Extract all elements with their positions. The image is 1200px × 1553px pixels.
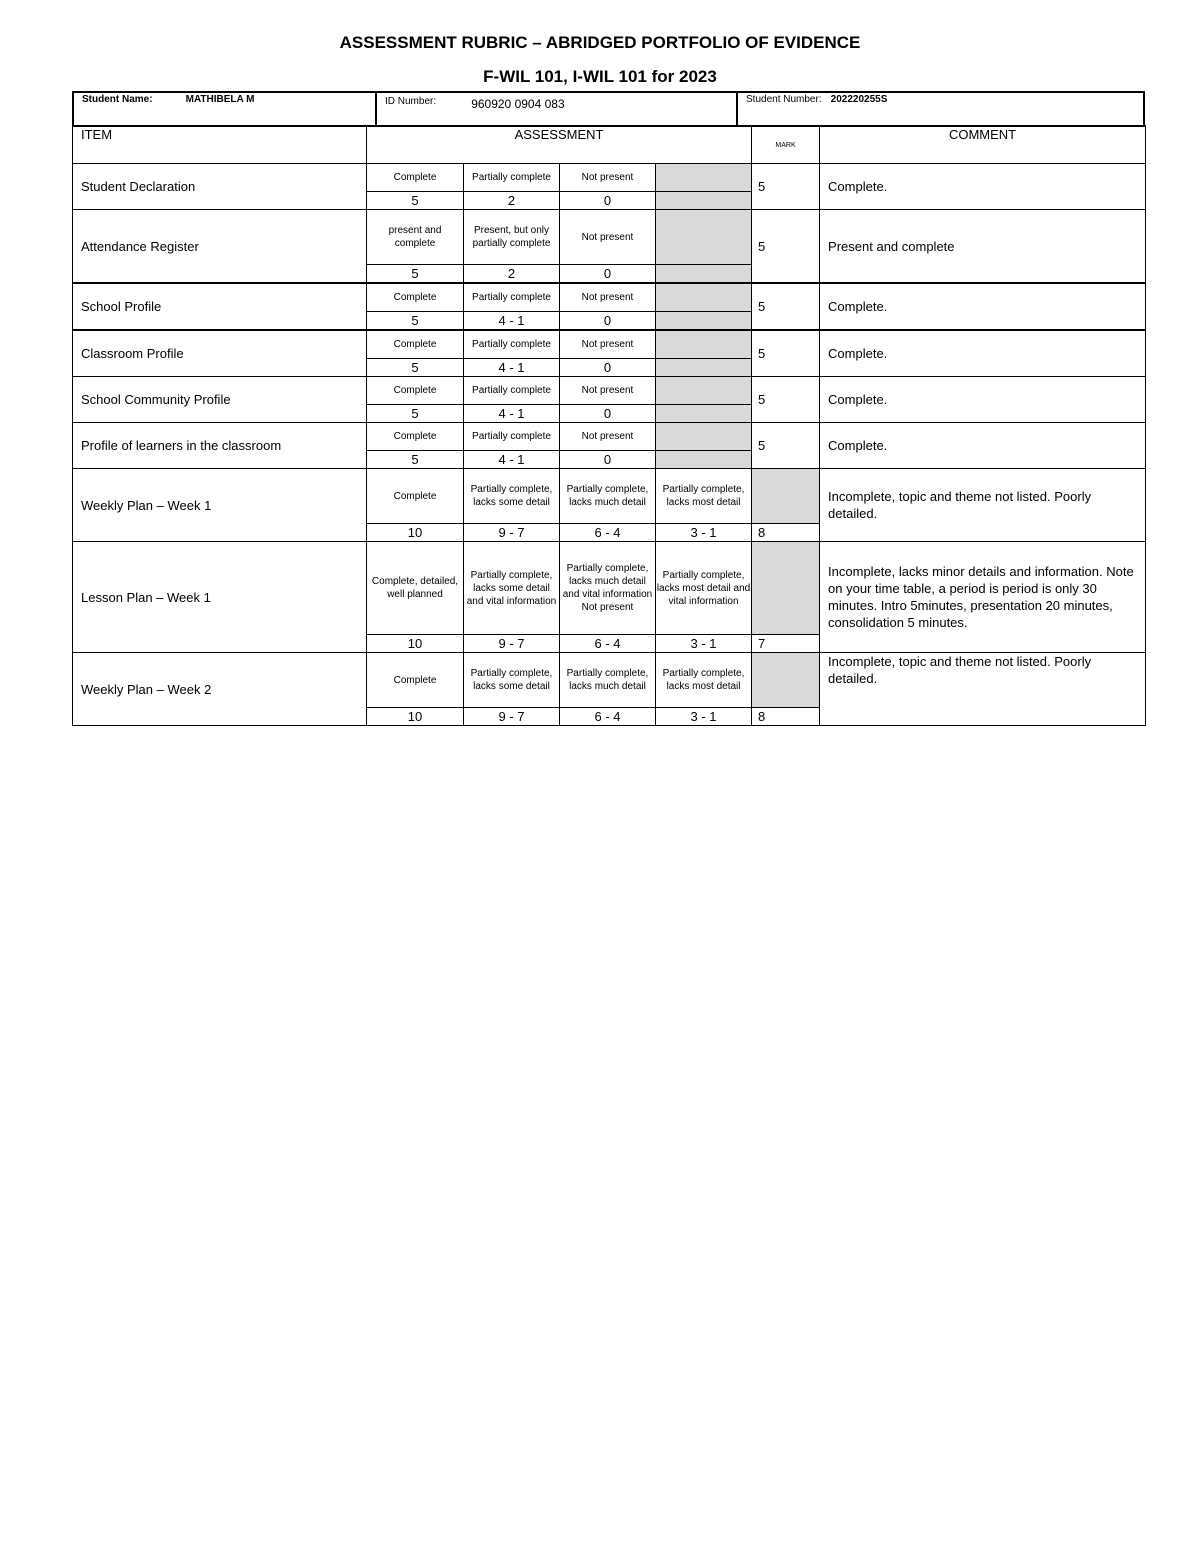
score-cell: 4 - 1	[464, 451, 560, 469]
criterion-cell: Partially complete	[464, 330, 560, 359]
id-number-value: 960920 0904 083	[471, 97, 565, 111]
criterion-cell: Not present	[560, 283, 656, 312]
id-number-cell	[376, 92, 737, 126]
score-cell: 0	[560, 312, 656, 331]
score-cell: 10	[367, 635, 464, 653]
rubric-row	[73, 469, 1146, 524]
criterion-cell: Complete	[367, 653, 464, 708]
score-cell: 3 - 1	[656, 524, 752, 542]
rubric-item: Profile of learners in the classroom	[73, 423, 367, 469]
criterion-cell: Partially complete, lacks some detail and vital information	[464, 542, 560, 635]
comment-cell: Complete.	[820, 423, 1146, 469]
score-cell: 10	[367, 524, 464, 542]
rubric-row	[73, 542, 1146, 635]
criterion-cell: Complete	[367, 283, 464, 312]
comment-cell: Incomplete, lacks minor details and information. Note on your time table, a period is period is only 30 minutes. Intro 5minutes, presentation 20 minutes, consolidation 5 minutes.	[820, 542, 1146, 653]
criterion-cell	[656, 283, 752, 312]
score-cell: 5	[367, 359, 464, 377]
score-cell	[656, 405, 752, 423]
score-cell: 6 - 4	[560, 635, 656, 653]
rubric-item: School Profile	[73, 283, 367, 330]
criterion-cell	[656, 377, 752, 405]
criterion-cell: present and complete	[367, 210, 464, 265]
mark-cell: 5	[752, 164, 820, 210]
score-cell	[656, 312, 752, 331]
criterion-cell: Complete	[367, 423, 464, 451]
comment-cell: Incomplete, topic and theme not listed. Poorly detailed.	[820, 653, 1146, 726]
score-cell: 5	[367, 405, 464, 423]
score-cell: 0	[560, 405, 656, 423]
score-cell	[656, 265, 752, 284]
criterion-cell	[656, 210, 752, 265]
criterion-cell: Partially complete	[464, 164, 560, 192]
score-cell: 9 - 7	[464, 708, 560, 726]
criterion-cell: Partially complete, lacks some detail	[464, 469, 560, 524]
score-cell: 4 - 1	[464, 312, 560, 331]
criterion-cell: Partially complete, lacks most detail and vital information	[656, 542, 752, 635]
score-cell: 5	[367, 192, 464, 210]
mark-cell	[752, 653, 820, 708]
rubric-row	[73, 330, 1146, 359]
mark-cell	[752, 469, 820, 524]
student-number-label: Student Number:	[746, 94, 822, 105]
score-cell: 5	[367, 312, 464, 331]
mark-cell: 5	[752, 330, 820, 377]
criterion-cell: Partially complete, lacks much detail	[560, 653, 656, 708]
id-number-label: ID Number:	[385, 96, 437, 107]
criterion-cell: Complete	[367, 330, 464, 359]
mark-cell: 5	[752, 210, 820, 284]
score-cell: 2	[464, 265, 560, 284]
criterion-cell: Present, but only partially complete	[464, 210, 560, 265]
comment-cell: Complete.	[820, 283, 1146, 330]
mark-cell: 5	[752, 283, 820, 330]
rubric-item: Weekly Plan – Week 2	[73, 653, 367, 726]
rubric-item: School Community Profile	[73, 377, 367, 423]
rubric-row	[73, 210, 1146, 265]
criterion-cell	[656, 330, 752, 359]
student-name-label: Student Name:	[82, 94, 153, 105]
criterion-cell: Partially complete, lacks most detail	[656, 653, 752, 708]
score-cell: 0	[560, 359, 656, 377]
score-cell: 0	[560, 265, 656, 284]
score-cell: 10	[367, 708, 464, 726]
criterion-cell: Complete	[367, 377, 464, 405]
comment-cell: Incomplete, topic and theme not listed. Poorly detailed.	[820, 469, 1146, 542]
score-cell: 0	[560, 192, 656, 210]
score-cell	[656, 192, 752, 210]
criterion-cell: Complete, detailed, well planned	[367, 542, 464, 635]
criterion-cell: Partially complete	[464, 377, 560, 405]
rubric-item: Lesson Plan – Week 1	[73, 542, 367, 653]
comment-cell: Present and complete	[820, 210, 1146, 284]
rubric-row	[73, 653, 1146, 708]
criterion-cell: Not present	[560, 423, 656, 451]
comment-header: COMMENT	[820, 126, 1146, 164]
mark-cell: 5	[752, 423, 820, 469]
rubric-row	[73, 164, 1146, 192]
score-cell: 4 - 1	[464, 405, 560, 423]
mark-cell	[752, 542, 820, 635]
criterion-cell: Not present	[560, 164, 656, 192]
criterion-cell	[656, 423, 752, 451]
document-subtitle: F-WIL 101, I-WIL 101 for 2023	[483, 67, 717, 86]
criterion-cell: Not present	[560, 210, 656, 265]
score-cell: 2	[464, 192, 560, 210]
criterion-cell	[656, 164, 752, 192]
score-cell: 5	[367, 265, 464, 284]
rubric-row	[73, 283, 1146, 312]
score-cell: 0	[560, 451, 656, 469]
criterion-cell: Partially complete	[464, 283, 560, 312]
score-cell: 9 - 7	[464, 524, 560, 542]
assessment-header: ASSESSMENT	[367, 126, 752, 164]
score-cell: 3 - 1	[656, 708, 752, 726]
mark-header: MARK	[752, 126, 820, 164]
score-cell	[656, 359, 752, 377]
score-cell: 4 - 1	[464, 359, 560, 377]
student-number-value: 202220255S	[830, 94, 888, 105]
student-name-cell	[73, 92, 376, 126]
comment-cell: Complete.	[820, 330, 1146, 377]
rubric-item: Weekly Plan – Week 1	[73, 469, 367, 542]
criterion-cell: Not present	[560, 330, 656, 359]
rubric-row	[73, 377, 1146, 405]
criterion-cell: Complete	[367, 164, 464, 192]
rubric-table	[72, 125, 1146, 726]
mark-value: 8	[752, 708, 820, 726]
criterion-cell: Partially complete, lacks much detail and vital information Not present	[560, 542, 656, 635]
criterion-cell: Partially complete, lacks some detail	[464, 653, 560, 708]
mark-value: 7	[752, 635, 820, 653]
rubric-item: Classroom Profile	[73, 330, 367, 377]
rubric-item: Student Declaration	[73, 164, 367, 210]
comment-cell: Complete.	[820, 164, 1146, 210]
score-cell: 3 - 1	[656, 635, 752, 653]
criterion-cell: Partially complete, lacks most detail	[656, 469, 752, 524]
student-info-table	[72, 91, 1145, 127]
score-cell	[656, 451, 752, 469]
item-header: ITEM	[73, 126, 367, 164]
document-title: ASSESSMENT RUBRIC – ABRIDGED PORTFOLIO OF EVIDENCE	[339, 33, 861, 52]
criterion-cell: Not present	[560, 377, 656, 405]
rubric-row	[73, 423, 1146, 451]
criterion-cell: Partially complete	[464, 423, 560, 451]
score-cell: 5	[367, 451, 464, 469]
criterion-cell: Partially complete, lacks much detail	[560, 469, 656, 524]
rubric-item: Attendance Register	[73, 210, 367, 284]
score-cell: 6 - 4	[560, 524, 656, 542]
student-name-value: MATHIBELA M	[185, 94, 255, 105]
comment-cell: Complete.	[820, 377, 1146, 423]
score-cell: 9 - 7	[464, 635, 560, 653]
mark-cell: 5	[752, 377, 820, 423]
student-number-cell	[737, 92, 1144, 126]
mark-value: 8	[752, 524, 820, 542]
criterion-cell: Complete	[367, 469, 464, 524]
score-cell: 6 - 4	[560, 708, 656, 726]
